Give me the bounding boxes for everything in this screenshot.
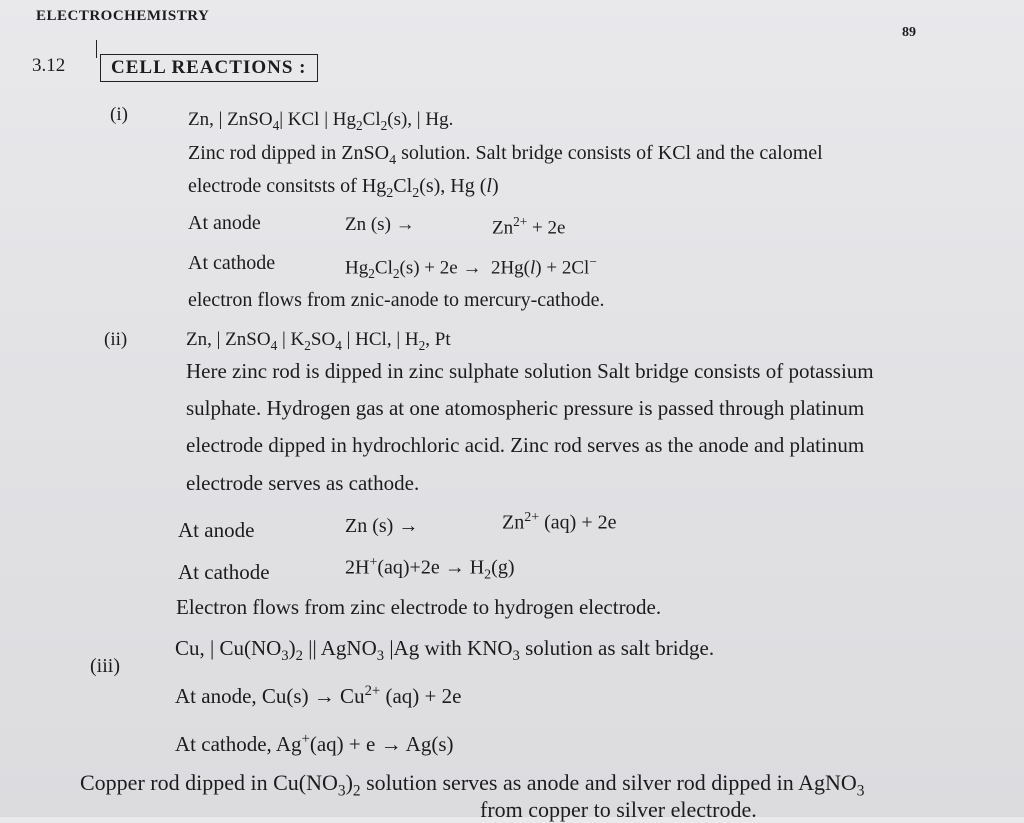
anode-reaction-ii-lhs: Zn (s) → bbox=[345, 515, 419, 537]
anode-reaction-i-rhs: $Zn^{2+} + 2e$ bbox=[492, 214, 566, 239]
page-number: 89 bbox=[902, 25, 916, 40]
description-i-line1: Zinc rod dipped in ZnSO$_4$ solution. Salt bridge consists of KCl and the calomel bbox=[188, 142, 823, 168]
description-ii-line1: Here zinc rod is dipped in zinc sulphate solution Salt bridge consists of potassium bbox=[186, 359, 874, 383]
chapter-header: ELECTROCHEMISTRY bbox=[36, 8, 210, 24]
cathode-label-ii: At cathode bbox=[178, 560, 270, 584]
cathode-reaction-i: $Hg_2Cl_2(s) + 2e \to 2Hg(l) + 2Cl^-$ bbox=[345, 254, 597, 282]
anode-reaction-iii: At anode, $Cu(s) \to Cu^{2+}$ (aq) + 2e bbox=[175, 683, 462, 708]
item-label-ii: (ii) bbox=[104, 329, 128, 350]
cathode-reaction-iii: At cathode, Ag+(aq) + e → Ag(s) bbox=[175, 731, 454, 756]
item-label-iii: (iii) bbox=[90, 655, 120, 677]
cathode-reaction-ii: $2H^+(aq)+2e \to H_2(g)$ bbox=[345, 555, 515, 583]
section-number: 3.12 bbox=[32, 55, 66, 76]
cell-notation-ii: Zn, | ZnSO$_4$ | $K_2SO_4$ | HCl, | $H_2$, Pt bbox=[186, 329, 451, 353]
description-iii-cutoff: from copper to silver electrode. bbox=[480, 797, 757, 822]
electron-flow-ii: Electron flows from zinc electrode to hydrogen electrode. bbox=[176, 595, 662, 619]
description-i-line2: electrode consitsts of $Hg_2Cl_2(s)$, Hg (l) bbox=[188, 175, 499, 201]
anode-label-ii: At anode bbox=[178, 518, 255, 542]
item-label-i: (i) bbox=[110, 104, 128, 125]
description-ii-line3: electrode dipped in hydrochloric acid. Zinc rod serves as the anode and platinum bbox=[186, 433, 865, 457]
section-title: CELL REACTIONS : bbox=[100, 54, 318, 82]
description-ii-line4: electrode serves as cathode. bbox=[186, 471, 420, 495]
cell-notation-i: Zn, | ZnSO$_4$| KCl | $Hg_2Cl_2(s)$, | Hg. bbox=[188, 109, 454, 133]
electron-flow-i: electron flows from znic-anode to mercury-cathode. bbox=[188, 289, 605, 311]
description-iii: Copper rod dipped in $Cu(NO_3)_2$ solution serves as anode and silver rod dipped in AgNO$_3$ bbox=[80, 770, 865, 800]
anode-label-i: At anode bbox=[188, 212, 261, 234]
description-ii-line2: sulphate. Hydrogen gas at one atomospheric pressure is passed through platinum bbox=[186, 396, 865, 420]
anode-reaction-ii-rhs: $Zn^{2+}$ (aq) + 2e bbox=[502, 510, 617, 534]
cell-notation-iii: Cu, | $Cu(NO_3)_2$ || AgNO$_3$ |Ag with $KNO_3$ solution as salt bridge. bbox=[175, 636, 715, 665]
section-divider bbox=[96, 40, 98, 58]
cathode-label-i: At cathode bbox=[188, 252, 276, 274]
anode-reaction-i-lhs: Zn (s) → bbox=[345, 214, 415, 235]
